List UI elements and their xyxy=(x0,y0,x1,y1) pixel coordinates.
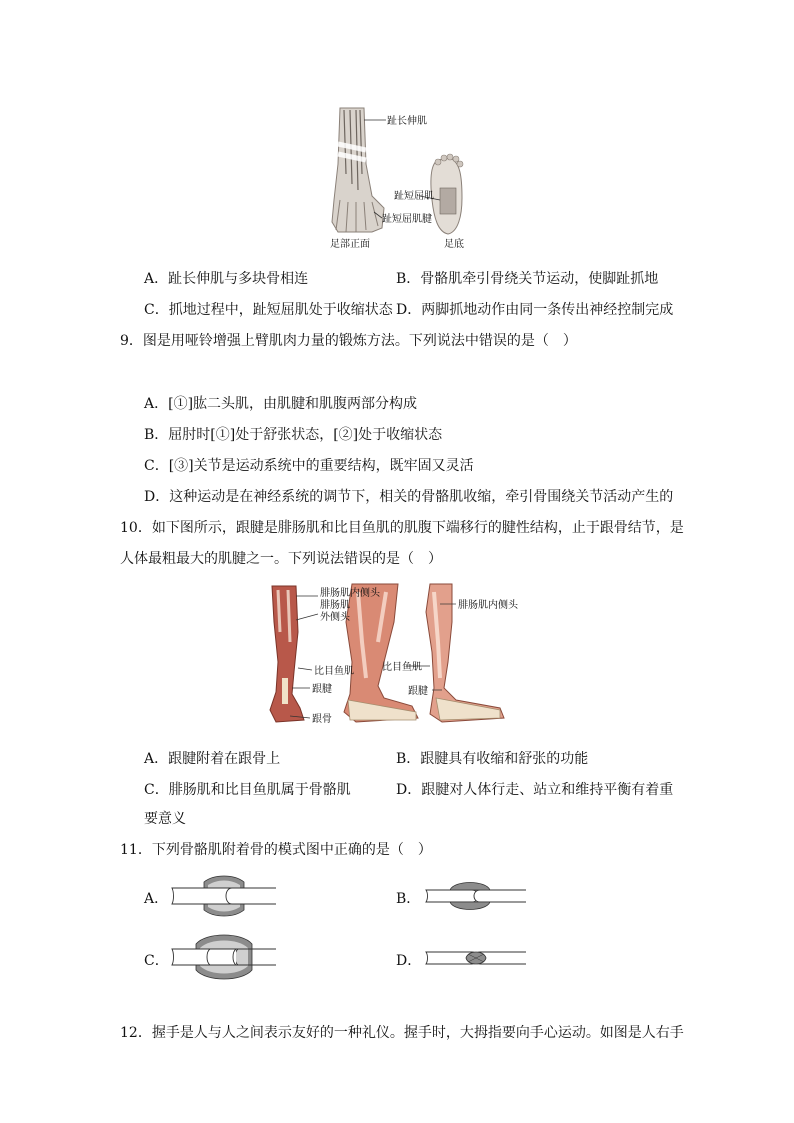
q11-option-a-label: A． xyxy=(144,891,169,907)
q9-option-b: B．屈肘时[①]处于舒张状态，[②]处于收缩状态 xyxy=(144,427,443,443)
caption-front: 足部正面 xyxy=(330,239,370,250)
q11-stem: 11．下列骨骼肌附着骨的模式图中正确的是（ ） xyxy=(120,842,432,858)
label-right-soleus: 比目鱼肌 xyxy=(382,662,422,673)
q11-diagram-b xyxy=(424,876,528,916)
q10-option-d-line2: 要意义 xyxy=(144,811,186,827)
q10-option-c: C．腓肠肌和比目鱼肌属于骨骼肌 xyxy=(144,782,351,798)
label-tendon: 跟腱 xyxy=(312,684,332,695)
q10-stem-line2: 人体最粗最大的肌腱之一。下列说法错误的是（ ） xyxy=(120,551,442,567)
q9-option-a: A．[①]肱二头肌，由肌腱和肌腹两部分构成 xyxy=(144,396,418,412)
q8-option-b: B．骨骼肌牵引骨绕关节运动，使脚趾抓地 xyxy=(396,271,659,287)
label-lateral-head-a: 腓肠肌 xyxy=(320,600,350,611)
label-right-tendon: 跟腱 xyxy=(408,686,428,697)
q11-diagram-d xyxy=(424,940,528,976)
q12-stem: 12．握手是人与人之间表示友好的一种礼仪。握手时，大拇指要向手心运动。如图是人右手 xyxy=(120,1025,684,1041)
label-long-extensor: 趾长伸肌 xyxy=(387,116,427,127)
q11-diagram-a xyxy=(170,872,278,920)
foot-sole-illustration xyxy=(431,154,463,234)
q10-option-a: A．跟腱附着在跟骨上 xyxy=(144,751,281,767)
label-calcaneus: 跟骨 xyxy=(312,714,332,725)
q11-option-d-label: D． xyxy=(396,953,422,969)
q8-option-c: C．抓地过程中，趾短屈肌处于收缩状态 xyxy=(144,302,393,318)
q8-option-a: A．趾长伸肌与多块骨相连 xyxy=(144,271,309,287)
q11-option-c-label: C． xyxy=(144,953,169,969)
foot-figure xyxy=(320,104,480,254)
leg-figure xyxy=(266,582,518,728)
q10-option-d-line1: D．跟腱对人体行走、站立和维持平衡有着重 xyxy=(396,782,674,798)
q11-diagram-c xyxy=(170,932,278,982)
q10-option-b: B．跟腱具有收缩和舒张的功能 xyxy=(396,751,589,767)
label-lateral-head-b: 外侧头 xyxy=(320,612,350,623)
label-medial-head: 腓肠肌内侧头 xyxy=(320,588,380,599)
label-short-flexor: 趾短屈肌 xyxy=(394,191,434,202)
label-right-medial-head: 腓肠肌内侧头 xyxy=(458,600,518,611)
q9-option-c: C．[③]关节是运动系统中的重要结构，既牢固又灵活 xyxy=(144,458,474,474)
q9-stem: 9．图是用哑铃增强上臂肌肉力量的锻炼方法。下列说法中错误的是（ ） xyxy=(120,333,577,349)
label-soleus: 比目鱼肌 xyxy=(314,666,354,677)
q8-option-d: D．两脚抓地动作由同一条传出神经控制完成 xyxy=(396,302,674,318)
q11-option-b-label: B． xyxy=(396,891,421,907)
label-short-flexor-tendon: 趾短屈肌腱 xyxy=(382,214,432,225)
q10-stem-line1: 10．如下图所示，跟腱是腓肠肌和比目鱼肌的肌腹下端移行的腱性结构，止于跟骨结节，是 xyxy=(120,520,684,536)
q9-option-d: D．这种运动是在神经系统的调节下，相关的骨骼肌收缩，牵引骨围绕关节活动产生的 xyxy=(144,489,674,505)
caption-sole: 足底 xyxy=(444,239,464,250)
